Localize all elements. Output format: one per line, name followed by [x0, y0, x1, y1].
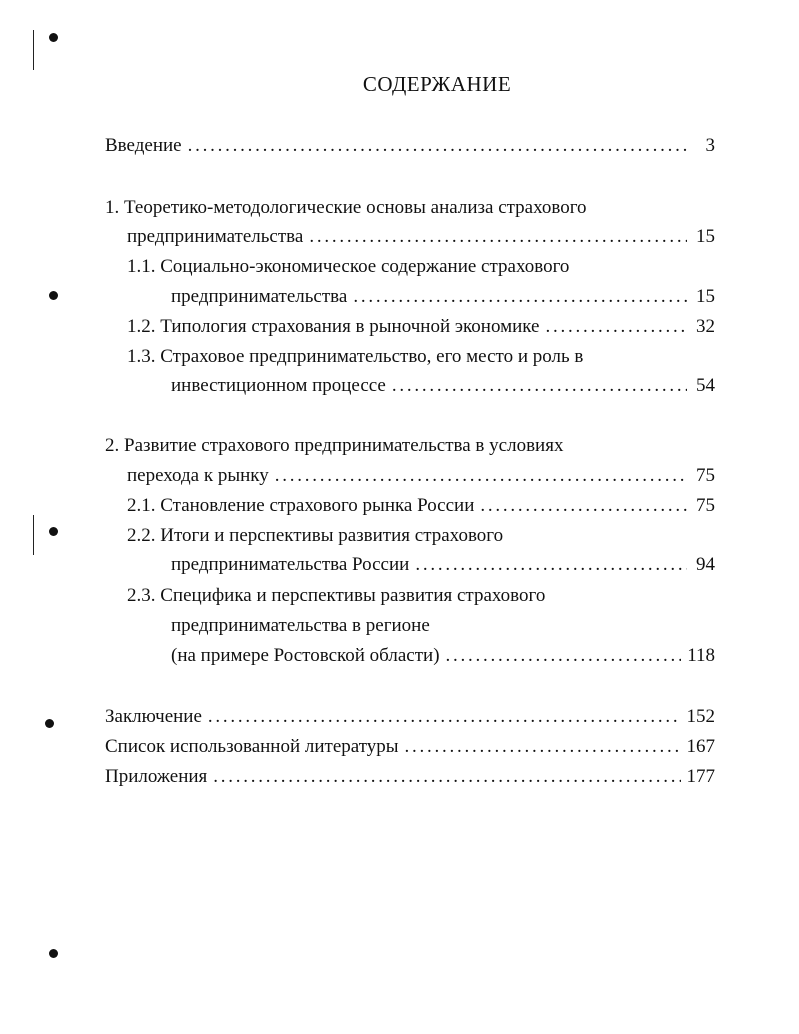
punch-hole-2	[49, 291, 58, 300]
toc-page-number: 152	[686, 706, 715, 727]
toc-entry-section-1-3-cont	[171, 371, 715, 401]
scan-edge-line	[33, 515, 34, 555]
toc-entry-label: Заключение	[105, 706, 202, 727]
punch-hole-5	[49, 949, 58, 958]
toc-entry-label: предпринимательства	[171, 286, 348, 307]
toc-leader-dots	[309, 222, 687, 252]
toc-page-number: 32	[696, 316, 715, 337]
toc-leader-dots	[353, 282, 687, 312]
toc-entry-label: инвестиционном процессе	[171, 375, 386, 396]
toc-leader-dots	[545, 312, 687, 342]
toc-entry-chapter-2-cont	[127, 461, 715, 491]
toc-entry-section-1-2	[127, 312, 715, 342]
toc-entry-label: Список использованной литературы	[105, 736, 399, 757]
toc-page-number: 94	[696, 554, 715, 575]
toc-page-number: 75	[696, 465, 715, 486]
toc-entry-label: Введение	[105, 135, 182, 156]
toc-entry-label: 2.1. Становление страхового рынка России	[127, 495, 475, 516]
toc-entry-label: перехода к рынку	[127, 465, 269, 486]
toc-page-number: 167	[686, 736, 715, 757]
toc-entry-section-2-2-cont	[171, 550, 715, 580]
toc-entry-section-1-1-cont	[171, 282, 715, 312]
toc-page-number: 15	[696, 226, 715, 247]
toc-leader-dots	[480, 491, 687, 521]
toc-entry-section-2-3: 2.3. Специфика и перспективы развития страхового	[127, 585, 546, 606]
toc-entry-section-1-3: 1.3. Страховое предпринимательство, его место и роль в	[127, 346, 584, 367]
toc-entry-section-2-1	[127, 491, 715, 521]
toc-entry-intro	[105, 131, 715, 161]
toc-leader-dots	[213, 762, 680, 792]
toc-page-number: 15	[696, 286, 715, 307]
toc-entry-appendices	[105, 762, 715, 792]
toc-entry-chapter-2: 2. Развитие страхового предпринимательства в условиях	[105, 435, 564, 456]
toc-entry-section-2-3-cont2	[171, 641, 715, 671]
toc-entry-conclusion	[105, 702, 715, 732]
toc-entry-label: 1.2. Типология страхования в рыночной экономике	[127, 316, 540, 337]
toc-entry-bibliography	[105, 732, 715, 762]
toc-page-number: 54	[696, 375, 715, 396]
toc-entry-section-1-1: 1.1. Социально-экономическое содержание страхового	[127, 256, 570, 277]
toc-entry-section-2-2: 2.2. Итоги и перспективы развития страхового	[127, 525, 504, 546]
toc-page-number: 3	[705, 135, 715, 156]
toc-leader-dots	[392, 371, 687, 401]
toc-entry-section-2-3-cont: предпринимательства в регионе	[171, 615, 430, 636]
toc-entry-label: предпринимательства России	[171, 554, 410, 575]
toc-entry-chapter-1: 1. Теоретико-методологические основы анализа страхового	[105, 197, 587, 218]
toc-entry-chapter-1-cont	[127, 222, 715, 252]
punch-hole-3	[49, 527, 58, 536]
toc-leader-dots	[446, 641, 682, 671]
scan-edge-line	[33, 30, 34, 70]
toc-page-number: 177	[686, 766, 715, 787]
toc-entry-label: (на примере Ростовской области)	[171, 645, 440, 666]
toc-leader-dots	[188, 131, 687, 161]
page-title: СОДЕРЖАНИЕ	[362, 72, 512, 96]
toc-entry-label: предпринимательства	[127, 226, 304, 247]
punch-hole-4	[45, 719, 54, 728]
toc-page-number: 75	[696, 495, 715, 516]
toc-entry-label: Приложения	[105, 766, 208, 787]
punch-hole-1	[49, 33, 58, 42]
toc-leader-dots	[208, 702, 681, 732]
toc-leader-dots	[275, 461, 687, 491]
toc-leader-dots	[405, 732, 681, 762]
toc-leader-dots	[415, 550, 687, 580]
toc-page-number: 118	[687, 645, 715, 666]
